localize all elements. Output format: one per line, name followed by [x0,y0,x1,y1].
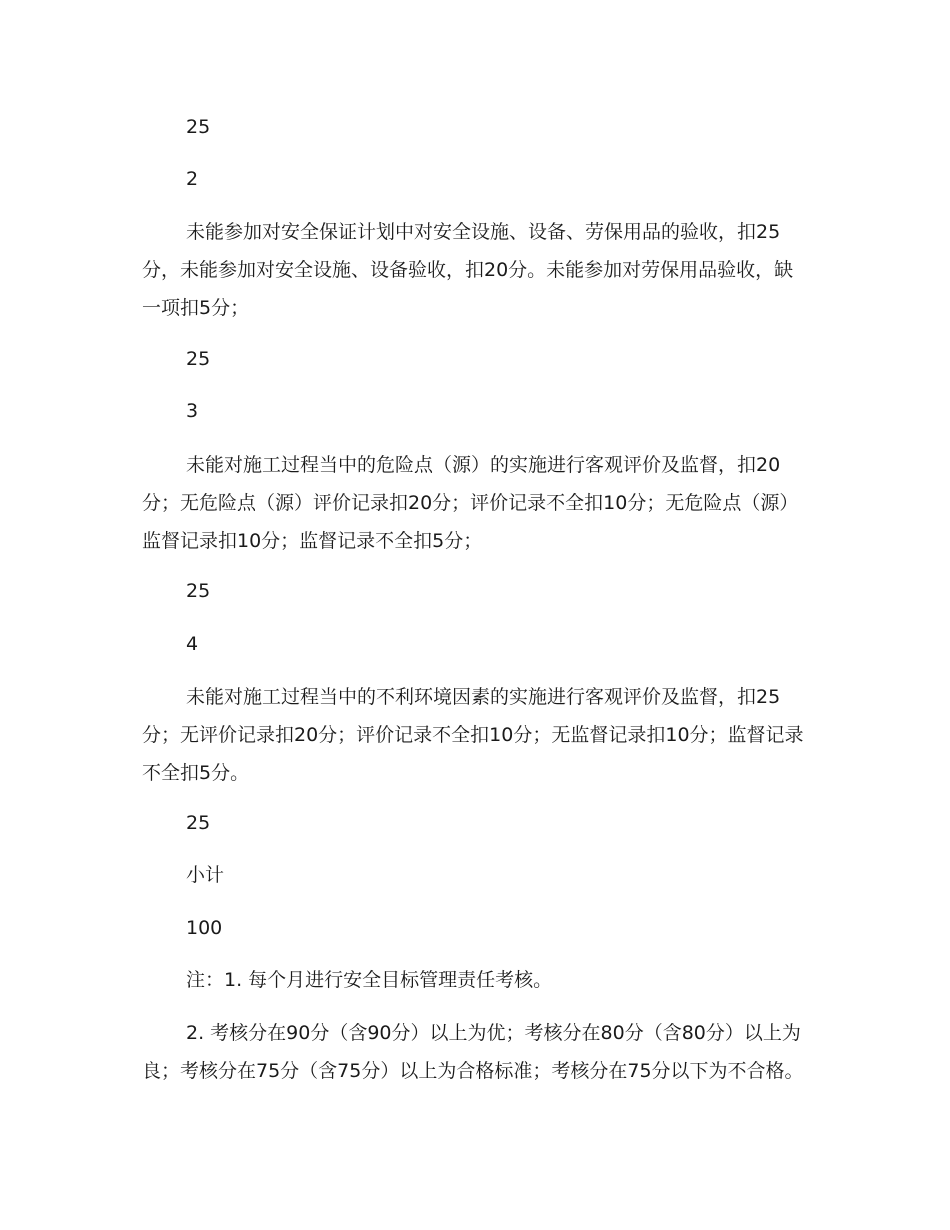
score-item-3: 25 [186,580,211,602]
subtotal-value: 100 [186,917,223,939]
item-number-4: 4 [186,633,199,655]
score-item-4: 25 [186,812,211,834]
subtotal-label: 小计 [186,864,225,886]
item-description-4: 未能对施工过程当中的不利环境因素的实施进行客观评价及监督，扣25分；无评价记录扣20分；评价记录不全扣10分；无监督记录扣10分；监督记录不全扣5分。 [142,686,804,784]
item-description-2: 未能参加对安全保证计划中对安全设施、设备、劳保用品的验收，扣25分，未能参加对安全设施、设备验收，扣20分。未能参加对劳保用品验收，缺一项扣5分； [142,221,794,319]
item-number-2: 2 [186,168,199,190]
item-description-3: 未能对施工过程当中的危险点（源）的实施进行客观评价及监督，扣20分；无危险点（源）评价记录扣20分；评价记录不全扣10分；无危险点（源）监督记录扣10分；监督记录不全扣5分； [142,454,799,552]
score-item-2: 25 [186,348,211,370]
note-1: 注：1. 每个月进行安全目标管理责任考核。 [186,969,553,991]
note-2: 2. 考核分在90分（含90分）以上为优；考核分在80分（含80分）以上为良；考核分在75分（含75分）以上为合格标准；考核分在75分以下为不合格。 [142,1022,804,1082]
item-number-3: 3 [186,400,199,422]
score-item-1: 25 [186,116,211,138]
